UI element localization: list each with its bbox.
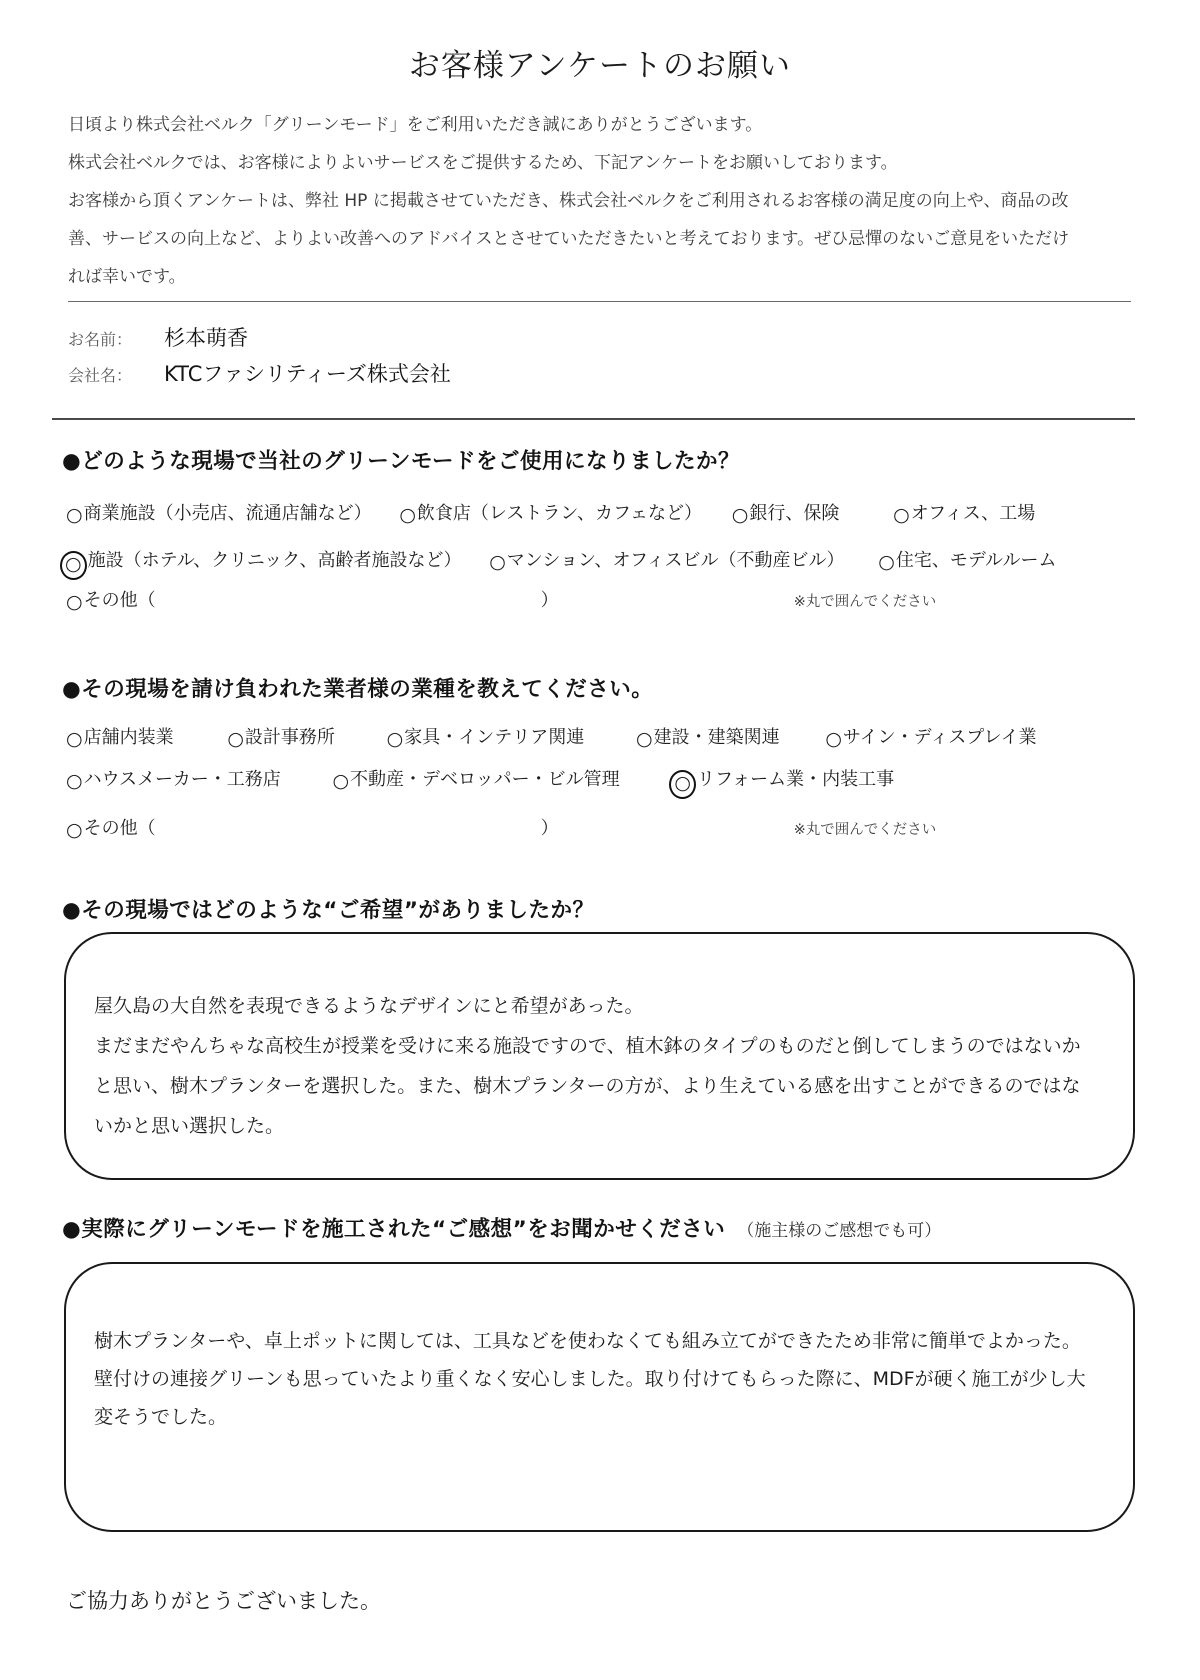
option-label: 商業施設（小売店、流通店舗など）: [83, 503, 372, 524]
q2-options-row-1: [66, 723, 1037, 749]
company-label: 会社名：: [68, 366, 133, 385]
circle-instruction-note: ※丸で囲んでください: [793, 822, 937, 838]
q1-heading: ●どのような現場で当社のグリーンモードをご使用になりましたか？: [62, 449, 740, 474]
radio-circle-icon: ○: [66, 770, 83, 792]
q1-other-row: [66, 586, 936, 612]
q2-opt-reform-selected[interactable]: [675, 765, 894, 795]
radio-circle-selected-icon: ○: [60, 551, 87, 580]
page-title: お客様アンケートのお願い: [408, 48, 792, 84]
option-label: 不動産・デベロッパー・ビル管理: [350, 769, 620, 790]
option-label: 設計事務所: [244, 727, 335, 748]
option-label: マンション、オフィスビル（不動産ビル）: [506, 550, 845, 571]
q1-opt-commercial[interactable]: [66, 499, 372, 525]
name-value[interactable]: 杉本萌香: [164, 326, 248, 350]
closing-text: ご協力ありがとうございました。: [66, 1589, 381, 1613]
q2-opt-construction[interactable]: [636, 723, 780, 749]
option-label: 建設・建築関連: [653, 727, 780, 748]
section-divider: [68, 301, 1131, 302]
name-field-row: [68, 322, 248, 352]
q4-heading: [62, 1212, 941, 1243]
q1-opt-restaurant[interactable]: [399, 499, 702, 525]
radio-circle-icon: ○: [386, 728, 404, 750]
q2-opt-design-office[interactable]: [227, 723, 335, 749]
q1-opt-bank[interactable]: [732, 499, 840, 525]
q3-heading: ●その現場ではどのような“ご希望”がありましたか？: [62, 898, 595, 923]
q2-heading: ●その現場を請け負われた業者様の業種を教えてください。: [62, 677, 654, 702]
q2-opt-shop-interior[interactable]: [66, 723, 174, 749]
radio-circle-icon: ○: [332, 770, 350, 792]
q1-opt-office[interactable]: [893, 499, 1035, 525]
other-close-paren: ）: [540, 818, 559, 839]
q2-opt-sign-display[interactable]: [825, 723, 1036, 749]
radio-circle-icon: ○: [878, 551, 895, 573]
intro-paragraph: お客様から頂くアンケートは、弊社 HP に掲載させていただき、株式会社ベルクをご利用されるお客様の満足度の向上や、商品の改善、サービスの向上など、よりよい改善へのアドバイスとさせていただきたいと考えております。ぜひ忌憚のないご意見をいただければ幸いです。: [68, 191, 1070, 287]
q3-answer-box[interactable]: [64, 932, 1135, 1180]
q4-heading-main: ●実際にグリーンモードを施工された“ご感想”をお聞かせください: [62, 1217, 726, 1242]
q2-opt-housemaker[interactable]: [66, 765, 281, 791]
radio-circle-icon: ○: [635, 728, 653, 750]
radio-circle-icon: ○: [227, 728, 244, 750]
q4-answer-box[interactable]: [64, 1262, 1135, 1532]
radio-circle-selected-icon: ○: [669, 770, 696, 799]
q2-opt-other[interactable]: [66, 814, 156, 840]
option-label: 住宅、モデルルーム: [895, 550, 1057, 571]
radio-circle-icon: ○: [66, 591, 83, 613]
q1-options-row-2: [66, 546, 1057, 576]
q4-answer-text: 壁付けの連接グリーンも思っていたより重くなく安心しました。取り付けてもらった際に、MDFが硬く施工が少し大変そうでした。: [94, 1368, 1086, 1428]
option-label: 店舗内装業: [83, 727, 174, 748]
circle-instruction-note: ※丸で囲んでください: [793, 594, 937, 610]
option-label: 家具・インテリア関連: [404, 727, 585, 748]
q2-opt-furniture[interactable]: [387, 723, 585, 749]
radio-circle-icon: ○: [893, 504, 910, 526]
q1-opt-other[interactable]: [66, 586, 156, 612]
radio-circle-icon: ○: [66, 504, 83, 526]
q4-answer-text: 樹木プランターや、卓上ポットに関しては、工具などを使わなくても組み立てができたため非常に簡単でよかった。: [94, 1330, 1081, 1352]
intro-paragraph: 日頃より株式会社ベルク「グリーンモード」をご利用いただき誠にありがとうございます。: [68, 115, 763, 135]
option-label: リフォーム業・内装工事: [697, 769, 895, 790]
intro-paragraph: 株式会社ベルクでは、お客様によりよいサービスをご提供するため、下記アンケートをお願いしております。: [68, 153, 898, 173]
radio-circle-icon: ○: [399, 504, 416, 526]
q2-other-row: [66, 814, 936, 840]
other-option-label: その他（: [83, 590, 156, 611]
option-label: ハウスメーカー・工務店: [83, 769, 281, 790]
option-label: 飲食店（レストラン、カフェなど）: [416, 503, 703, 524]
company-value[interactable]: KTCファシリティーズ株式会社: [164, 362, 451, 386]
radio-circle-icon: ○: [489, 551, 506, 573]
q2-options-row-2: [66, 765, 894, 795]
q1-opt-mansion[interactable]: [489, 546, 844, 572]
q2-opt-realestate[interactable]: [332, 765, 619, 791]
option-label: サイン・ディスプレイ業: [842, 727, 1037, 748]
option-label: オフィス、工場: [910, 503, 1036, 524]
radio-circle-icon: ○: [731, 504, 749, 526]
other-close-paren: ）: [540, 590, 559, 611]
company-field-row: [68, 358, 451, 388]
option-label: 銀行、保険: [749, 503, 840, 524]
q4-heading-note: （施主様のご感想でも可）: [737, 1221, 942, 1241]
radio-circle-icon: ○: [825, 728, 842, 750]
q1-opt-facility-selected[interactable]: [66, 546, 461, 576]
name-label: お名前：: [68, 330, 133, 349]
radio-circle-icon: ○: [66, 728, 83, 750]
q3-answer-text: まだまだやんちゃな高校生が授業を受けに来る施設ですので、植木鉢のタイプのものだと倒してしまうのではないかと思い、樹木プランターを選択した。また、樹木プランターの方が、より生えている感を出すことができるのではないかと思い選択した。: [94, 1035, 1081, 1137]
section-divider: [52, 418, 1135, 420]
radio-circle-icon: ○: [66, 819, 83, 841]
intro-section: [68, 106, 1073, 296]
q1-options-row-1: [66, 499, 1035, 525]
option-label: 施設（ホテル、クリニック、高齢者施設など）: [87, 550, 462, 571]
other-option-label: その他（: [83, 818, 156, 839]
q3-answer-text: 屋久島の大自然を表現できるようなデザインにと希望があった。: [94, 995, 644, 1017]
q1-opt-house[interactable]: [878, 546, 1056, 572]
